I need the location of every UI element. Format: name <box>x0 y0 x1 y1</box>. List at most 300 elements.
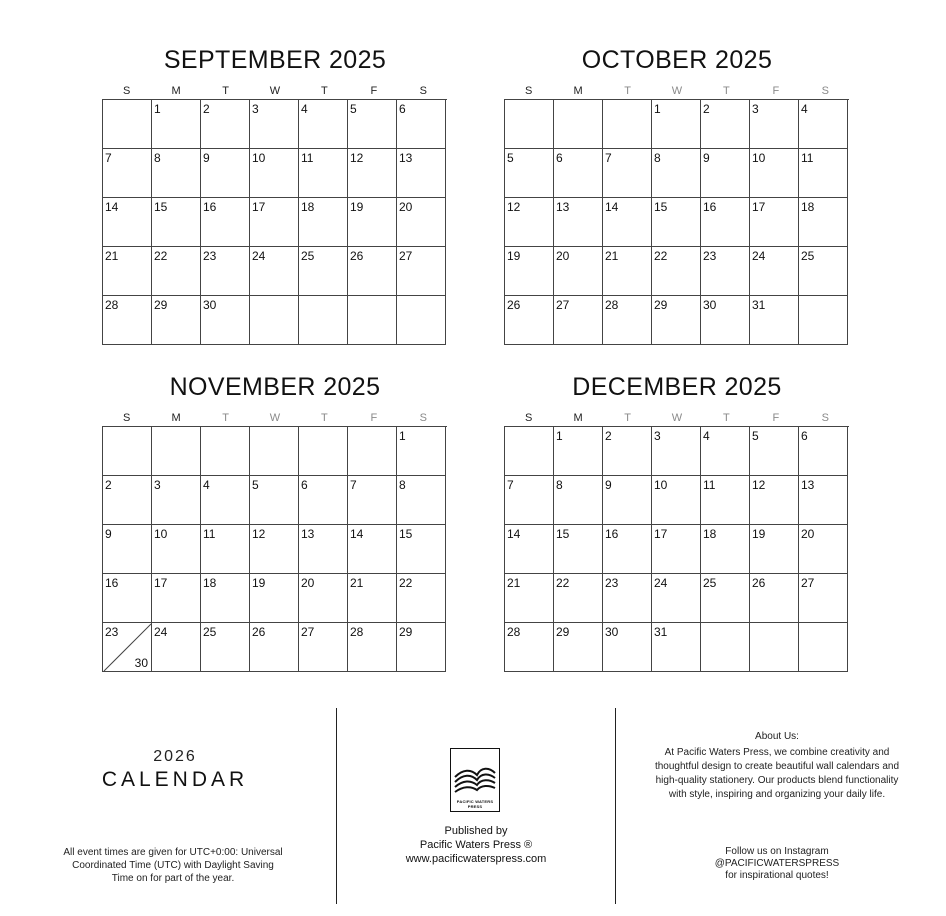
day-cell <box>299 476 348 525</box>
day-cell <box>299 427 348 476</box>
day-number: 25 <box>203 625 217 639</box>
day-cell <box>750 525 799 574</box>
day-number: 13 <box>801 478 815 492</box>
logo-text: PACIFIC WATERS PRESS <box>456 799 494 809</box>
day-number: 23 <box>105 625 119 639</box>
weekday-label: T <box>321 412 328 424</box>
day-number: 4 <box>801 102 808 116</box>
calendar-year: 2026 <box>153 748 197 765</box>
day-cell <box>299 149 348 198</box>
day-number: 8 <box>399 478 406 492</box>
day-number: 28 <box>105 298 119 312</box>
right-divider <box>615 708 616 904</box>
weekday-label: W <box>269 412 281 424</box>
day-cell <box>603 427 652 476</box>
month-title: NOVEMBER 2025 <box>169 373 381 401</box>
day-number: 30 <box>703 298 717 312</box>
day-grid <box>102 99 447 345</box>
day-cell <box>554 149 603 198</box>
day-cell <box>299 296 348 345</box>
day-cell <box>750 296 799 345</box>
day-number: 6 <box>399 102 406 116</box>
day-cell <box>701 247 750 296</box>
day-number: 16 <box>105 576 119 590</box>
day-cell <box>201 623 250 672</box>
day-cell <box>652 198 701 247</box>
day-number: 12 <box>252 527 266 541</box>
day-number: 1 <box>399 429 406 443</box>
day-number: 2 <box>703 102 710 116</box>
day-number: 21 <box>105 249 119 263</box>
day-cell <box>701 476 750 525</box>
day-grid <box>102 426 447 672</box>
day-cell <box>397 574 446 623</box>
day-number: 28 <box>350 625 364 639</box>
weekday-label: M <box>171 412 181 424</box>
day-number: 9 <box>105 527 112 541</box>
day-number: 14 <box>507 527 521 541</box>
day-cell <box>299 574 348 623</box>
day-cell <box>750 476 799 525</box>
day-cell <box>250 574 299 623</box>
day-number: 7 <box>507 478 514 492</box>
day-number: 14 <box>605 200 619 214</box>
day-number: 25 <box>801 249 815 263</box>
day-cell <box>152 476 201 525</box>
day-cell <box>103 247 152 296</box>
publisher-logo <box>450 748 500 812</box>
day-number: 21 <box>605 249 619 263</box>
weekday-label: F <box>370 412 378 424</box>
about-title: About Us: <box>755 731 799 742</box>
day-cell <box>250 476 299 525</box>
day-number: 16 <box>203 200 217 214</box>
instagram-handle: @PACIFICWATERSPRESS <box>714 858 840 869</box>
day-cell <box>201 574 250 623</box>
day-number: 28 <box>507 625 521 639</box>
day-cell <box>201 427 250 476</box>
calendar-label: CALENDAR <box>101 768 249 791</box>
day-number: 29 <box>399 625 413 639</box>
day-cell <box>152 100 201 149</box>
day-cell <box>299 623 348 672</box>
day-cell <box>152 247 201 296</box>
day-cell <box>799 525 848 574</box>
day-number: 12 <box>752 478 766 492</box>
day-cell <box>397 525 446 574</box>
day-cell <box>554 100 603 149</box>
day-cell <box>799 476 848 525</box>
day-cell <box>701 198 750 247</box>
weekday-label: T <box>624 412 631 424</box>
day-cell <box>603 198 652 247</box>
day-cell <box>348 149 397 198</box>
day-number: 27 <box>301 625 315 639</box>
day-number: 5 <box>507 151 514 165</box>
day-number: 6 <box>301 478 308 492</box>
follow-line-1: Follow us on Instagram <box>725 846 829 857</box>
day-number: 8 <box>556 478 563 492</box>
day-grid <box>504 426 849 672</box>
day-cell <box>397 427 446 476</box>
day-number: 1 <box>154 102 161 116</box>
day-number: 27 <box>399 249 413 263</box>
day-number: 29 <box>556 625 570 639</box>
publisher-name: Pacific Waters Press ® <box>419 839 533 851</box>
day-cell <box>799 427 848 476</box>
day-cell <box>505 247 554 296</box>
day-cell <box>603 574 652 623</box>
day-cell <box>799 149 848 198</box>
day-number: 28 <box>605 298 619 312</box>
day-cell <box>701 525 750 574</box>
day-cell <box>397 198 446 247</box>
day-number: 20 <box>556 249 570 263</box>
weekday-label: T <box>723 412 730 424</box>
month-title: DECEMBER 2025 <box>572 373 782 401</box>
day-cell <box>348 296 397 345</box>
day-number: 31 <box>654 625 668 639</box>
day-cell <box>505 149 554 198</box>
day-number: 27 <box>556 298 570 312</box>
weekday-label: F <box>772 412 780 424</box>
day-grid <box>504 99 849 345</box>
day-number: 2 <box>203 102 210 116</box>
day-cell <box>750 427 799 476</box>
day-cell <box>652 296 701 345</box>
day-cell <box>250 198 299 247</box>
day-cell <box>652 149 701 198</box>
day-number: 26 <box>252 625 266 639</box>
day-number: 15 <box>654 200 668 214</box>
day-number: 17 <box>654 527 668 541</box>
day-cell <box>505 476 554 525</box>
day-cell <box>701 100 750 149</box>
day-cell <box>701 427 750 476</box>
day-cell <box>505 198 554 247</box>
day-cell <box>250 296 299 345</box>
weekday-label: S <box>525 85 533 97</box>
day-number: 18 <box>203 576 217 590</box>
day-number: 2 <box>105 478 112 492</box>
day-number: 22 <box>654 249 668 263</box>
weekday-label: S <box>419 412 427 424</box>
day-cell <box>397 623 446 672</box>
day-number: 23 <box>605 576 619 590</box>
day-cell <box>103 574 152 623</box>
day-number: 22 <box>154 249 168 263</box>
day-cell <box>554 623 603 672</box>
published-by-label: Published by <box>444 825 508 837</box>
day-cell <box>799 623 848 672</box>
day-cell <box>348 476 397 525</box>
day-cell <box>750 100 799 149</box>
day-number: 6 <box>801 429 808 443</box>
day-cell <box>103 623 152 672</box>
weekday-label: W <box>671 85 683 97</box>
day-number: 3 <box>654 429 661 443</box>
day-cell <box>750 149 799 198</box>
day-number: 11 <box>703 478 716 492</box>
day-number: 23 <box>703 249 717 263</box>
day-number: 24 <box>752 249 766 263</box>
day-number: 3 <box>752 102 759 116</box>
day-cell <box>750 574 799 623</box>
day-number: 24 <box>154 625 168 639</box>
day-cell <box>250 100 299 149</box>
day-number: 14 <box>350 527 364 541</box>
day-number: 24 <box>252 249 266 263</box>
day-number: 23 <box>203 249 217 263</box>
day-cell <box>603 623 652 672</box>
day-number: 22 <box>399 576 413 590</box>
day-number: 8 <box>654 151 661 165</box>
day-number: 7 <box>350 478 357 492</box>
day-number: 25 <box>301 249 315 263</box>
day-number: 19 <box>350 200 364 214</box>
weekday-label: W <box>269 85 281 97</box>
day-cell <box>250 247 299 296</box>
day-cell <box>505 296 554 345</box>
day-cell <box>750 623 799 672</box>
day-cell <box>250 427 299 476</box>
about-section <box>652 730 902 802</box>
day-number: 11 <box>203 527 216 541</box>
publisher-info <box>376 824 576 866</box>
day-cell <box>701 574 750 623</box>
weekday-label: S <box>123 85 131 97</box>
day-number: 26 <box>752 576 766 590</box>
day-number: 16 <box>605 527 619 541</box>
day-cell <box>103 198 152 247</box>
day-cell <box>652 525 701 574</box>
weekday-label: F <box>370 85 378 97</box>
day-cell <box>299 525 348 574</box>
day-cell <box>152 623 201 672</box>
weekday-label: S <box>821 412 829 424</box>
wave-icon <box>453 763 497 797</box>
day-number: 27 <box>801 576 815 590</box>
day-cell <box>652 476 701 525</box>
about-text: At Pacific Waters Press, we combine creativity and thoughtful design to create beautiful wall calendars and high-quality stationery. Our products blend functionality with style, inspiring and organizing your daily life. <box>654 747 900 800</box>
day-cell <box>348 623 397 672</box>
day-cell <box>299 247 348 296</box>
day-cell <box>750 247 799 296</box>
day-cell <box>554 198 603 247</box>
day-number: 29 <box>654 298 668 312</box>
day-cell <box>152 574 201 623</box>
day-cell <box>554 476 603 525</box>
day-number: 19 <box>252 576 266 590</box>
day-number: 10 <box>154 527 168 541</box>
weekday-label: T <box>222 412 229 424</box>
day-number: 5 <box>752 429 759 443</box>
day-cell <box>799 198 848 247</box>
day-cell <box>250 525 299 574</box>
day-cell <box>103 476 152 525</box>
day-cell <box>299 100 348 149</box>
day-number: 31 <box>752 298 766 312</box>
weekday-header <box>102 83 448 99</box>
day-cell <box>603 525 652 574</box>
day-cell <box>603 149 652 198</box>
day-cell <box>652 427 701 476</box>
weekday-label: T <box>321 85 328 97</box>
day-cell <box>152 149 201 198</box>
weekday-label: M <box>573 85 583 97</box>
day-cell <box>554 427 603 476</box>
day-cell <box>397 296 446 345</box>
day-cell <box>505 427 554 476</box>
day-cell <box>201 247 250 296</box>
day-number: 11 <box>801 151 814 165</box>
day-cell <box>652 623 701 672</box>
day-number: 30 <box>134 656 148 670</box>
weekday-label: S <box>525 412 533 424</box>
day-cell <box>554 574 603 623</box>
weekday-label: F <box>772 85 780 97</box>
day-cell <box>701 623 750 672</box>
day-cell <box>348 525 397 574</box>
day-number: 17 <box>752 200 766 214</box>
day-number: 13 <box>301 527 315 541</box>
day-number: 7 <box>105 151 112 165</box>
day-number: 26 <box>350 249 364 263</box>
weekday-header <box>504 83 850 99</box>
day-number: 6 <box>556 151 563 165</box>
day-cell <box>348 198 397 247</box>
day-number: 1 <box>556 429 563 443</box>
day-cell <box>397 100 446 149</box>
day-cell <box>799 296 848 345</box>
day-cell <box>397 476 446 525</box>
day-cell <box>348 427 397 476</box>
day-number: 18 <box>801 200 815 214</box>
month-title: SEPTEMBER 2025 <box>163 46 387 74</box>
day-number: 10 <box>654 478 668 492</box>
day-number: 10 <box>252 151 266 165</box>
day-cell <box>152 296 201 345</box>
day-cell <box>505 623 554 672</box>
day-cell <box>505 525 554 574</box>
day-number: 13 <box>556 200 570 214</box>
day-number: 2 <box>605 429 612 443</box>
day-number: 18 <box>301 200 315 214</box>
day-cell <box>603 100 652 149</box>
day-cell <box>250 623 299 672</box>
day-cell <box>603 296 652 345</box>
weekday-header <box>504 410 850 426</box>
day-cell <box>397 247 446 296</box>
day-number: 16 <box>703 200 717 214</box>
follow-line-3: for inspirational quotes! <box>725 870 829 881</box>
day-number: 15 <box>154 200 168 214</box>
day-cell <box>554 296 603 345</box>
day-cell <box>103 100 152 149</box>
day-number: 11 <box>301 151 314 165</box>
day-number: 9 <box>203 151 210 165</box>
day-number: 13 <box>399 151 413 165</box>
weekday-label: S <box>419 85 427 97</box>
publisher-website: www.pacificwaterspress.com <box>405 853 547 865</box>
weekday-label: T <box>723 85 730 97</box>
day-cell <box>201 476 250 525</box>
weekday-label: M <box>573 412 583 424</box>
day-number: 4 <box>703 429 710 443</box>
day-cell <box>201 149 250 198</box>
day-number: 17 <box>154 576 168 590</box>
day-number: 4 <box>203 478 210 492</box>
day-number: 21 <box>507 576 521 590</box>
day-number: 1 <box>654 102 661 116</box>
weekday-header <box>102 410 448 426</box>
day-number: 30 <box>605 625 619 639</box>
day-cell <box>505 100 554 149</box>
day-cell <box>103 525 152 574</box>
day-cell <box>750 198 799 247</box>
timezone-note: All event times are given for UTC+0:00: Universal Coordinated Time (UTC) with Daylight Saving Time on for part of the year. <box>63 847 283 884</box>
day-cell <box>799 100 848 149</box>
day-cell <box>652 574 701 623</box>
day-cell <box>250 149 299 198</box>
month-title: OCTOBER 2025 <box>581 46 773 74</box>
day-cell <box>701 149 750 198</box>
day-cell <box>397 149 446 198</box>
day-cell <box>554 525 603 574</box>
day-number: 18 <box>703 527 717 541</box>
day-number: 24 <box>654 576 668 590</box>
day-number: 14 <box>105 200 119 214</box>
day-cell <box>152 198 201 247</box>
day-cell <box>603 247 652 296</box>
day-number: 9 <box>703 151 710 165</box>
weekday-label: W <box>671 412 683 424</box>
day-number: 7 <box>605 151 612 165</box>
weekday-label: S <box>821 85 829 97</box>
day-cell <box>505 574 554 623</box>
day-number: 3 <box>154 478 161 492</box>
day-number: 26 <box>507 298 521 312</box>
day-number: 19 <box>752 527 766 541</box>
day-number: 15 <box>399 527 413 541</box>
day-number: 17 <box>252 200 266 214</box>
day-cell <box>201 296 250 345</box>
day-cell <box>201 198 250 247</box>
day-cell <box>652 100 701 149</box>
day-number: 12 <box>507 200 521 214</box>
day-cell <box>554 247 603 296</box>
weekday-label: T <box>222 85 229 97</box>
day-number: 9 <box>605 478 612 492</box>
day-number: 3 <box>252 102 259 116</box>
day-number: 12 <box>350 151 364 165</box>
day-number: 20 <box>801 527 815 541</box>
day-cell <box>103 149 152 198</box>
day-cell <box>799 574 848 623</box>
day-cell <box>348 100 397 149</box>
weekday-label: M <box>171 85 181 97</box>
day-cell <box>348 574 397 623</box>
left-divider <box>336 708 337 904</box>
day-number: 29 <box>154 298 168 312</box>
day-number: 25 <box>703 576 717 590</box>
day-number: 5 <box>350 102 357 116</box>
day-number: 10 <box>752 151 766 165</box>
day-number: 20 <box>399 200 413 214</box>
weekday-label: T <box>624 85 631 97</box>
day-cell <box>652 247 701 296</box>
day-number: 21 <box>350 576 364 590</box>
